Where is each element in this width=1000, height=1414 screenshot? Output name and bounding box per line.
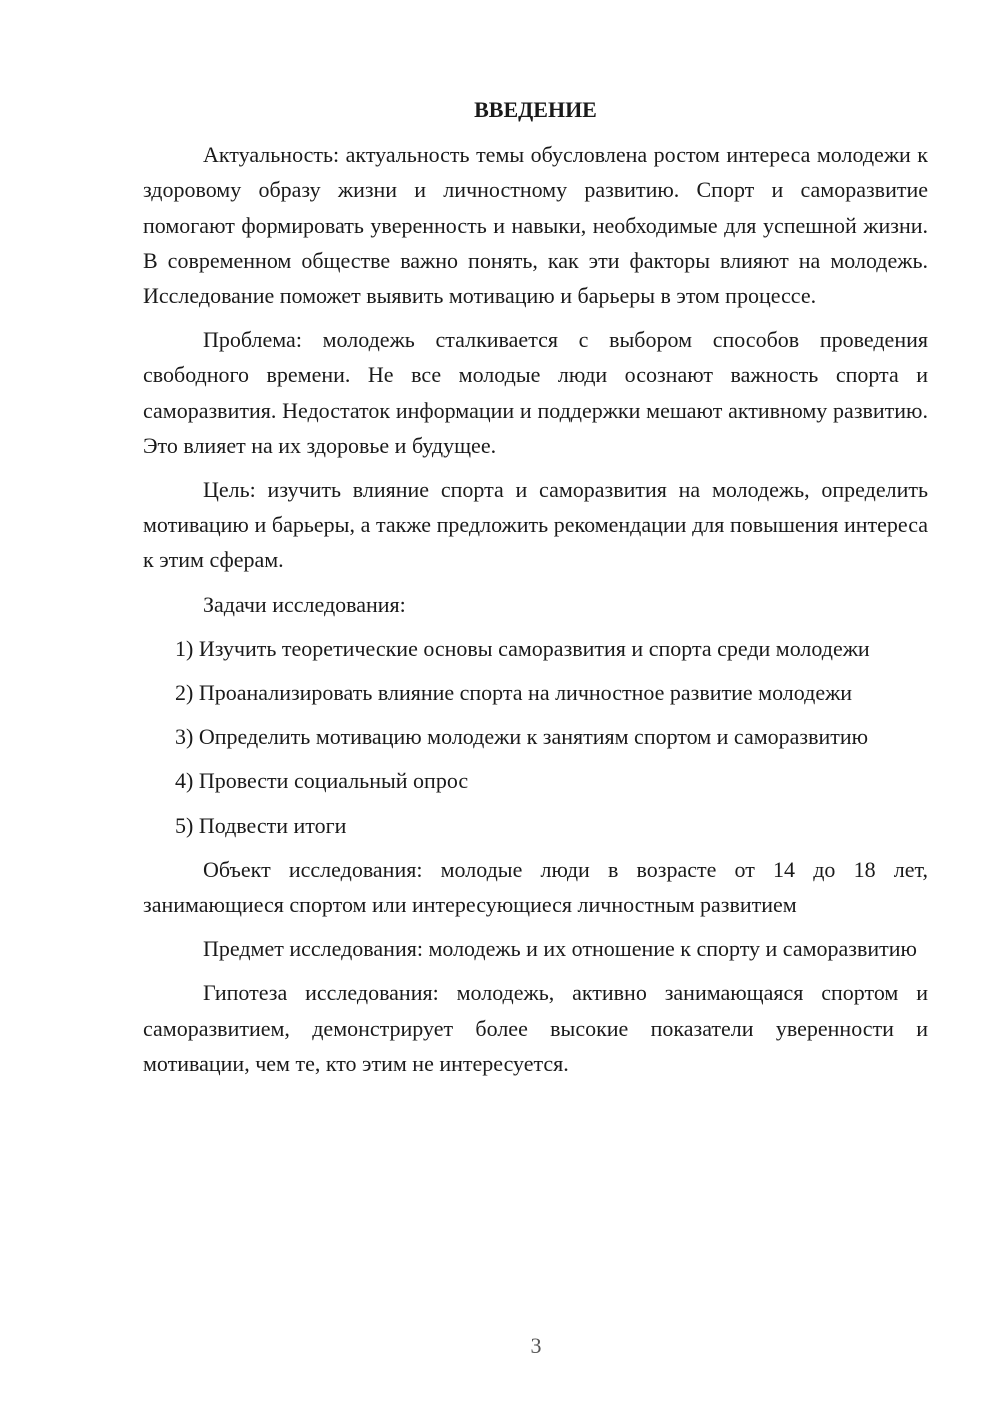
- paragraph-subject: Предмет исследования: молодежь и их отношение к спорту и саморазвитию: [203, 936, 917, 962]
- paragraph-object: Объект исследования: молодые люди в возрасте от 14 до 18 лет, занимающиеся спортом или интересующиеся личностным развитием: [143, 856, 928, 918]
- list-item: 1) Изучить теоретические основы саморазвития и спорта среди молодежи: [175, 635, 870, 661]
- paragraph-relevance: Актуальность: актуальность темы обусловлена ростом интереса молодежи к здоровому образу жизни и личностному развитию. Спорт и саморазвитие помогают формировать уверенность и навыки, необходимые для успешной жизни. В современном обществе важно понять, как эти факторы влияют на молодежь. Исследование поможет выявить мотивацию и барьеры в этом процессе.: [143, 142, 928, 309]
- page-number: 3: [530, 1333, 542, 1358]
- tasks-title: Задачи исследования:: [203, 591, 406, 617]
- paragraph-goal: Цель: изучить влияние спорта и саморазвития на молодежь, определить мотивацию и барьеры, а также предложить рекомендации для повышения интереса к этим сферам.: [143, 477, 928, 573]
- document-page: [143, 92, 928, 1090]
- list-item: 3) Определить мотивацию молодежи к занятиям спортом и саморазвитию: [175, 724, 869, 750]
- list-item: 2) Проанализировать влияние спорта на личностное развитие молодежи: [175, 680, 853, 706]
- list-item: 5) Подвести итоги: [175, 812, 347, 838]
- page-title: ВВЕДЕНИЕ: [474, 97, 597, 122]
- paragraph-hypothesis: Гипотеза исследования: молодежь, активно занимающаяся спортом и саморазвитием, демонстрирует более высокие показатели уверенности и мотивации, чем те, кто этим не интересуется.: [143, 980, 928, 1076]
- paragraph-problem: Проблема: молодежь сталкивается с выбором способов проведения свободного времени. Не все молодые люди осознают важность спорта и саморазвития. Недостаток информации и поддержки мешают активному развитию. Это влияет на их здоровье и будущее.: [143, 327, 928, 458]
- list-item: 4) Провести социальный опрос: [175, 768, 469, 794]
